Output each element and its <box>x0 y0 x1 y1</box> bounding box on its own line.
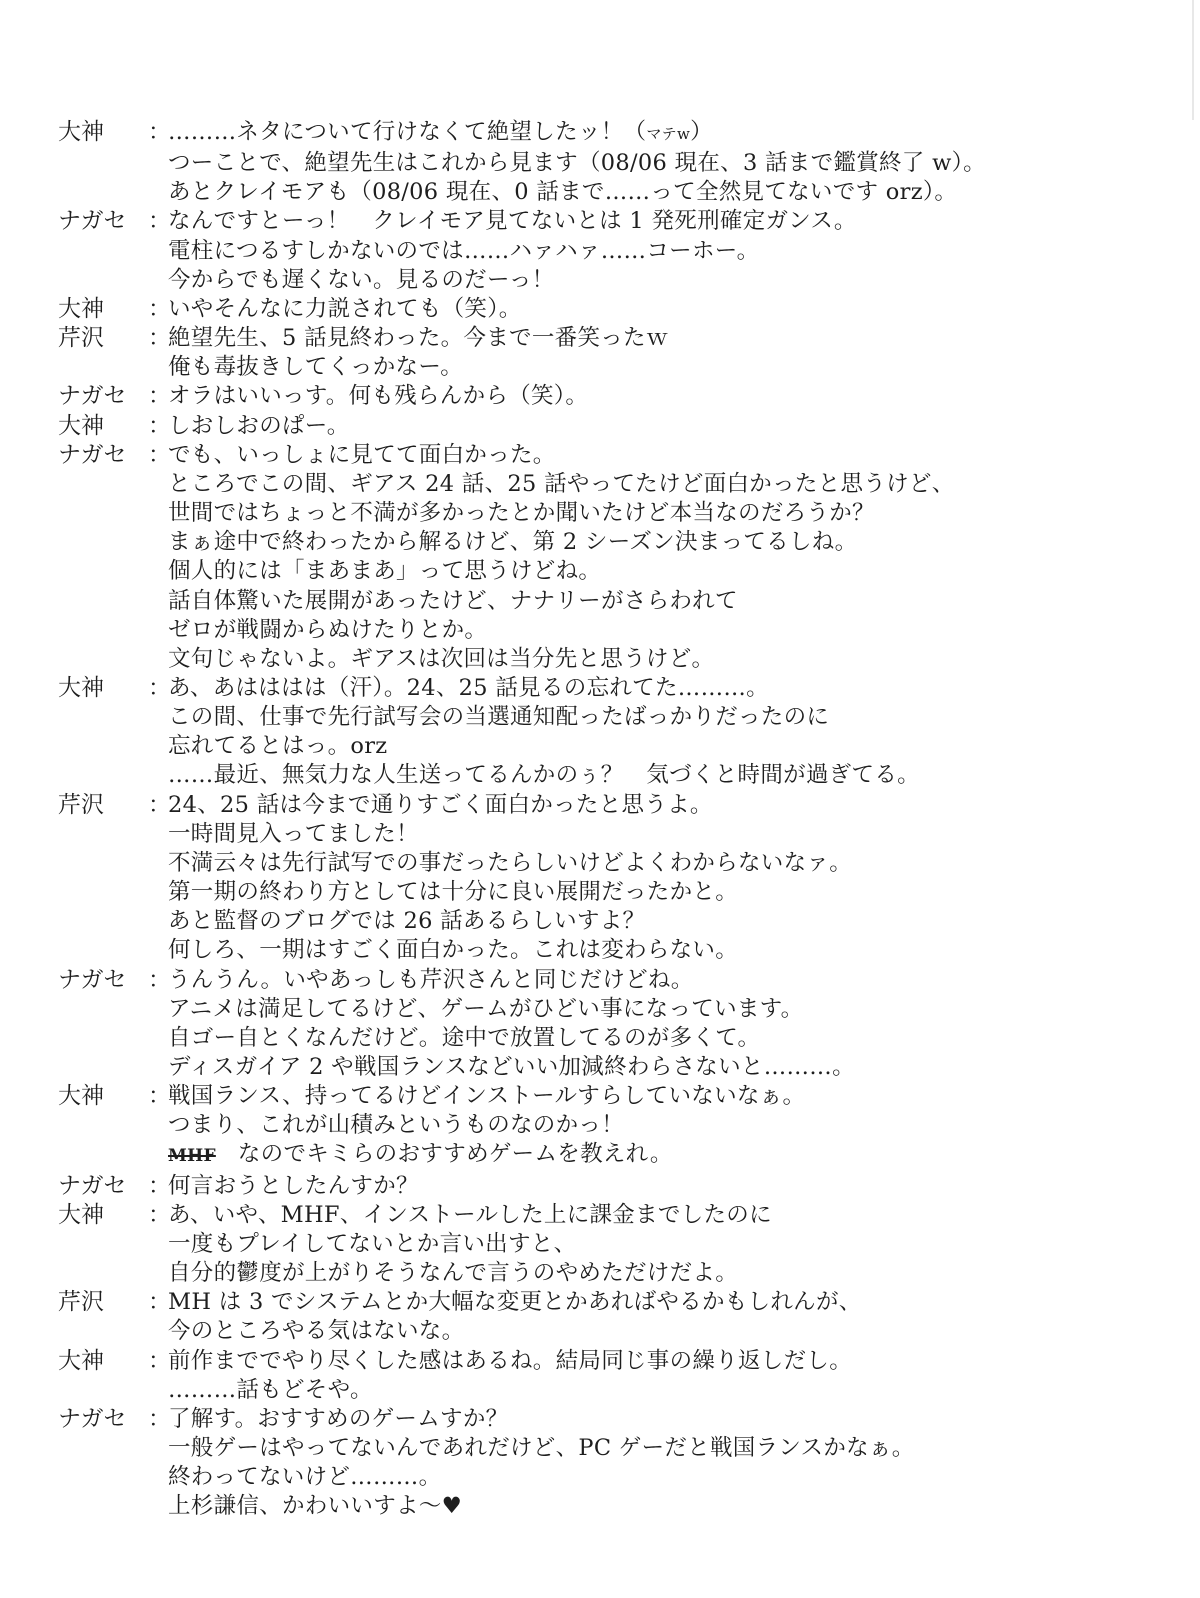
speech-line <box>168 761 1178 790</box>
speech-text: なのでキミらのおすすめゲームを教えれ。 <box>237 1141 673 1168</box>
speech-text: 前作まででやり尽くした感はあるね。結局同じ事の繰り返しだし。 <box>168 1347 853 1374</box>
speaker-colon: ： <box>148 1405 171 1432</box>
speech-line <box>168 441 1178 470</box>
dialogue-entry <box>58 118 1178 207</box>
speech-line <box>168 1434 1178 1463</box>
speaker-colon: ： <box>148 383 171 410</box>
speech-line <box>168 1376 1178 1405</box>
speech-lines <box>168 207 1178 294</box>
speech-line <box>168 1259 1178 1288</box>
speech-line <box>168 557 1178 586</box>
speaker-colon: ： <box>148 1347 171 1374</box>
speech-line <box>168 382 1178 411</box>
speech-line <box>168 178 1178 207</box>
speech-line <box>168 1024 1178 1053</box>
speech-text: 一度もプレイしてないとか言い出すと、 <box>168 1230 577 1257</box>
small-aside-text: マテw <box>646 125 691 143</box>
dialogue-entry <box>58 791 1178 966</box>
speech-text: オラはいいっす。何も残らんから（笑）。 <box>168 383 589 410</box>
dialogue-entry <box>58 1405 1178 1522</box>
speech-text: ところでこの間、ギアス 24 話、25 話やってたけど面白かったと思うけど、 <box>168 470 955 497</box>
speech-text: 自分的鬱度が上がりそうなんで言うのやめただけだよ。 <box>168 1260 739 1287</box>
speech-lines <box>168 382 1178 411</box>
dialogue-entry <box>58 1172 1178 1201</box>
speech-text: つまり、これが山積みというものなのかっ！ <box>168 1112 625 1139</box>
speech-text: ………話もどそや。 <box>168 1376 373 1403</box>
speech-line <box>168 1230 1178 1259</box>
speaker-colon: ： <box>148 441 171 468</box>
speech-line <box>168 966 1178 995</box>
speaker-name: 芹沢 <box>58 791 104 818</box>
speech-line <box>168 1405 1178 1434</box>
speech-text: MH は 3 でシステムとか大幅な変更とかあればやるかもしれんが、 <box>168 1289 862 1316</box>
speech-text: ） <box>690 119 713 145</box>
speech-text: 話自体驚いた展開があったけど、ナナリーがさらわれて <box>168 587 738 614</box>
speech-text: 絶望先生、5 話見終わった。今まで一番笑ったｗ <box>168 325 669 352</box>
speaker-colon: ： <box>148 208 171 235</box>
speaker-colon: ： <box>148 412 171 439</box>
speech-text: 個人的には「まあまあ」って思うけどね。 <box>168 558 602 585</box>
speech-text: 終わってないけど………。 <box>168 1464 442 1491</box>
struck-text: MHF <box>168 1146 216 1167</box>
speaker-colon: ： <box>148 966 171 993</box>
dialogue-entry <box>58 295 1178 324</box>
speaker-name: ナガセ <box>58 1405 127 1432</box>
speech-text: ゼロが戦闘からぬけたりとか。 <box>168 616 488 643</box>
speech-text: 戦国ランス、持ってるけどインストールすらしていないなぁ。 <box>168 1083 806 1110</box>
speech-text: 自ゴー自とくなんだけど。途中で放置してるのが多くて。 <box>168 1024 761 1051</box>
speech-text: つーことで、絶望先生はこれから見ます（08/06 現在、3 話まで鑑賞終了 w）。 <box>168 150 986 177</box>
speech-lines <box>168 674 1178 791</box>
speaker-colon: ： <box>148 325 171 352</box>
speaker-colon: ： <box>148 1201 171 1228</box>
speech-text: あとクレイモアも（08/06 現在、0 話まで……って全然見てないです orz）。 <box>168 179 958 206</box>
speech-text: ………ネタについて行けなくて絶望したッ！（ <box>168 119 647 145</box>
speech-text: ディスガイア 2 や戦国ランスなどいい加減終わらさないと………。 <box>168 1054 855 1080</box>
speech-line <box>168 936 1178 965</box>
speech-line <box>168 878 1178 907</box>
speech-text: アニメは満足してるけど、ゲームがひどい事になっています。 <box>168 995 804 1022</box>
speaker-colon: ： <box>148 791 171 818</box>
speech-line <box>168 207 1178 236</box>
speech-text: この間、仕事で先行試写会の当選通知配ったばっかりだったのに <box>168 704 830 731</box>
speech-line <box>168 587 1178 616</box>
speech-line <box>168 1172 1178 1201</box>
speaker-name: ナガセ <box>58 441 127 468</box>
speech-text: ……最近、無気力な人生送ってるんかのぅ？ 気づくと時間が過ぎてる。 <box>168 762 920 789</box>
speaker-name: ナガセ <box>58 383 127 410</box>
speech-line <box>168 295 1178 324</box>
speech-line <box>168 528 1178 557</box>
dialogue-entry <box>58 412 1178 441</box>
speaker-name: 大神 <box>58 295 104 322</box>
speech-line <box>168 1053 1178 1082</box>
speaker-colon: ： <box>148 295 171 322</box>
speech-line <box>168 1288 1178 1317</box>
speaker-colon: ： <box>148 1083 171 1110</box>
speaker-name: ナガセ <box>58 208 127 235</box>
speech-line <box>168 1317 1178 1346</box>
speaker-name: 大神 <box>58 1201 104 1228</box>
speech-lines <box>168 791 1178 966</box>
speech-lines <box>168 324 1178 382</box>
speech-lines <box>168 1172 1178 1201</box>
speech-text: あと監督のブログでは 26 話あるらしいすよ？ <box>168 908 646 935</box>
speech-line <box>168 412 1178 441</box>
speaker-colon: ： <box>148 119 171 145</box>
speech-text: 今のところやる気はないな。 <box>168 1318 465 1345</box>
speech-text: あ、いや、MHF、インストールした上に課金までしたのに <box>168 1201 772 1228</box>
speech-line <box>168 237 1178 266</box>
speaker-name: 芹沢 <box>58 1289 104 1316</box>
speech-text: 文句じゃないよ。ギアスは次回は当分先と思うけど。 <box>168 645 715 672</box>
speech-lines <box>168 1405 1178 1522</box>
speaker-colon: ： <box>148 1289 171 1316</box>
speech-text: 俺も毒抜きしてくっかなー。 <box>168 354 464 381</box>
speech-line <box>168 820 1178 849</box>
speech-line <box>168 1140 1178 1171</box>
speech-line <box>168 907 1178 936</box>
speech-text: あ、あはははは（汗）。24、25 話見るの忘れてた………。 <box>168 674 769 701</box>
speaker-name: 大神 <box>58 412 104 439</box>
speech-line <box>168 470 1178 499</box>
speech-line <box>168 1201 1178 1230</box>
speech-line <box>168 1347 1178 1376</box>
dialogue-entry <box>58 674 1178 791</box>
speech-text: 24、25 話は今まで通りすごく面白かったと思うよ。 <box>168 791 713 818</box>
dialogue-entry <box>58 441 1178 674</box>
speech-text: 一般ゲーはやってないんであれだけど、PC ゲーだと戦国ランスかなぁ。 <box>168 1435 915 1462</box>
speech-line <box>168 1082 1178 1111</box>
speech-line <box>168 849 1178 878</box>
dialogue-entry <box>58 1288 1178 1346</box>
speech-lines <box>168 1082 1178 1171</box>
speech-text: 電柱につるすしかないのでは……ハァハァ……コーホー。 <box>168 237 760 264</box>
speaker-name: 大神 <box>58 1083 104 1110</box>
page-edge-line <box>1192 0 1194 120</box>
speech-line <box>168 616 1178 645</box>
speech-line <box>168 149 1178 178</box>
speech-lines <box>168 441 1178 674</box>
speaker-name: 大神 <box>58 119 104 145</box>
speech-text: 何言おうとしたんすか？ <box>168 1172 419 1199</box>
speech-text: 上杉謙信、かわいいすよ～♥ <box>168 1493 463 1520</box>
speech-line <box>168 645 1178 674</box>
speaker-colon: ： <box>148 674 171 701</box>
dialogue-entry <box>58 966 1178 1083</box>
speech-lines <box>168 295 1178 324</box>
speech-lines <box>168 1288 1178 1346</box>
speech-lines <box>168 1201 1178 1288</box>
speech-text: なんですとーっ！ クレイモア見てないとは 1 発死刑確定ガンス。 <box>168 208 857 235</box>
dialogue-transcript <box>58 118 1178 1522</box>
speech-line <box>168 995 1178 1024</box>
speaker-colon: ： <box>148 1172 171 1199</box>
speech-lines <box>168 412 1178 441</box>
speech-text: 今からでも遅くない。見るのだーっ！ <box>168 266 555 293</box>
speech-line <box>168 1111 1178 1140</box>
speaker-name: ナガセ <box>58 1172 127 1199</box>
speech-text: でも、いっしょに見てて面白かった。 <box>168 441 556 468</box>
dialogue-entry <box>58 207 1178 294</box>
speech-lines <box>168 1347 1178 1405</box>
speech-line <box>168 118 1178 149</box>
speech-text: まぁ途中で終わったから解るけど、第 2 シーズン決まってるしね。 <box>168 529 858 556</box>
speech-text: いやそんなに力説されても（笑）。 <box>168 295 522 322</box>
speech-lines <box>168 118 1178 207</box>
speaker-name: ナガセ <box>58 966 127 993</box>
speech-text: うんうん。いやあっしも芹沢さんと同じだけどね。 <box>168 966 694 993</box>
speech-line <box>168 1463 1178 1492</box>
speech-text: 世間ではちょっと不満が多かったとか聞いたけど本当なのだろうか？ <box>168 500 875 527</box>
speech-text: 何しろ、一期はすごく面白かった。これは変わらない。 <box>168 937 739 964</box>
speech-line <box>168 703 1178 732</box>
dialogue-entry <box>58 1347 1178 1405</box>
speech-line <box>168 324 1178 353</box>
speech-lines <box>168 966 1178 1083</box>
speaker-name: 大神 <box>58 1347 104 1374</box>
speech-text: 第一期の終わり方としては十分に良い展開だったかと。 <box>168 879 739 906</box>
speech-text: 忘れてるとはっ。orz <box>168 733 388 760</box>
speech-text: 了解す。おすすめのゲームすか？ <box>168 1405 509 1432</box>
speech-text: 不満云々は先行試写での事だったらしいけどよくわからないなァ。 <box>168 849 853 876</box>
speech-line <box>168 266 1178 295</box>
speech-line <box>168 353 1178 382</box>
speaker-name: 大神 <box>58 674 104 701</box>
dialogue-entry <box>58 324 1178 382</box>
speaker-name: 芹沢 <box>58 325 104 352</box>
speech-line <box>168 732 1178 761</box>
speech-line <box>168 791 1178 820</box>
dialogue-entry <box>58 382 1178 411</box>
speech-line <box>168 674 1178 703</box>
dialogue-entry <box>58 1201 1178 1288</box>
speech-line <box>168 1492 1178 1521</box>
speech-text: 一時間見入ってました！ <box>168 820 419 847</box>
speech-line <box>168 499 1178 528</box>
dialogue-entry <box>58 1082 1178 1171</box>
speech-text: しおしおのぱー。 <box>168 412 350 439</box>
